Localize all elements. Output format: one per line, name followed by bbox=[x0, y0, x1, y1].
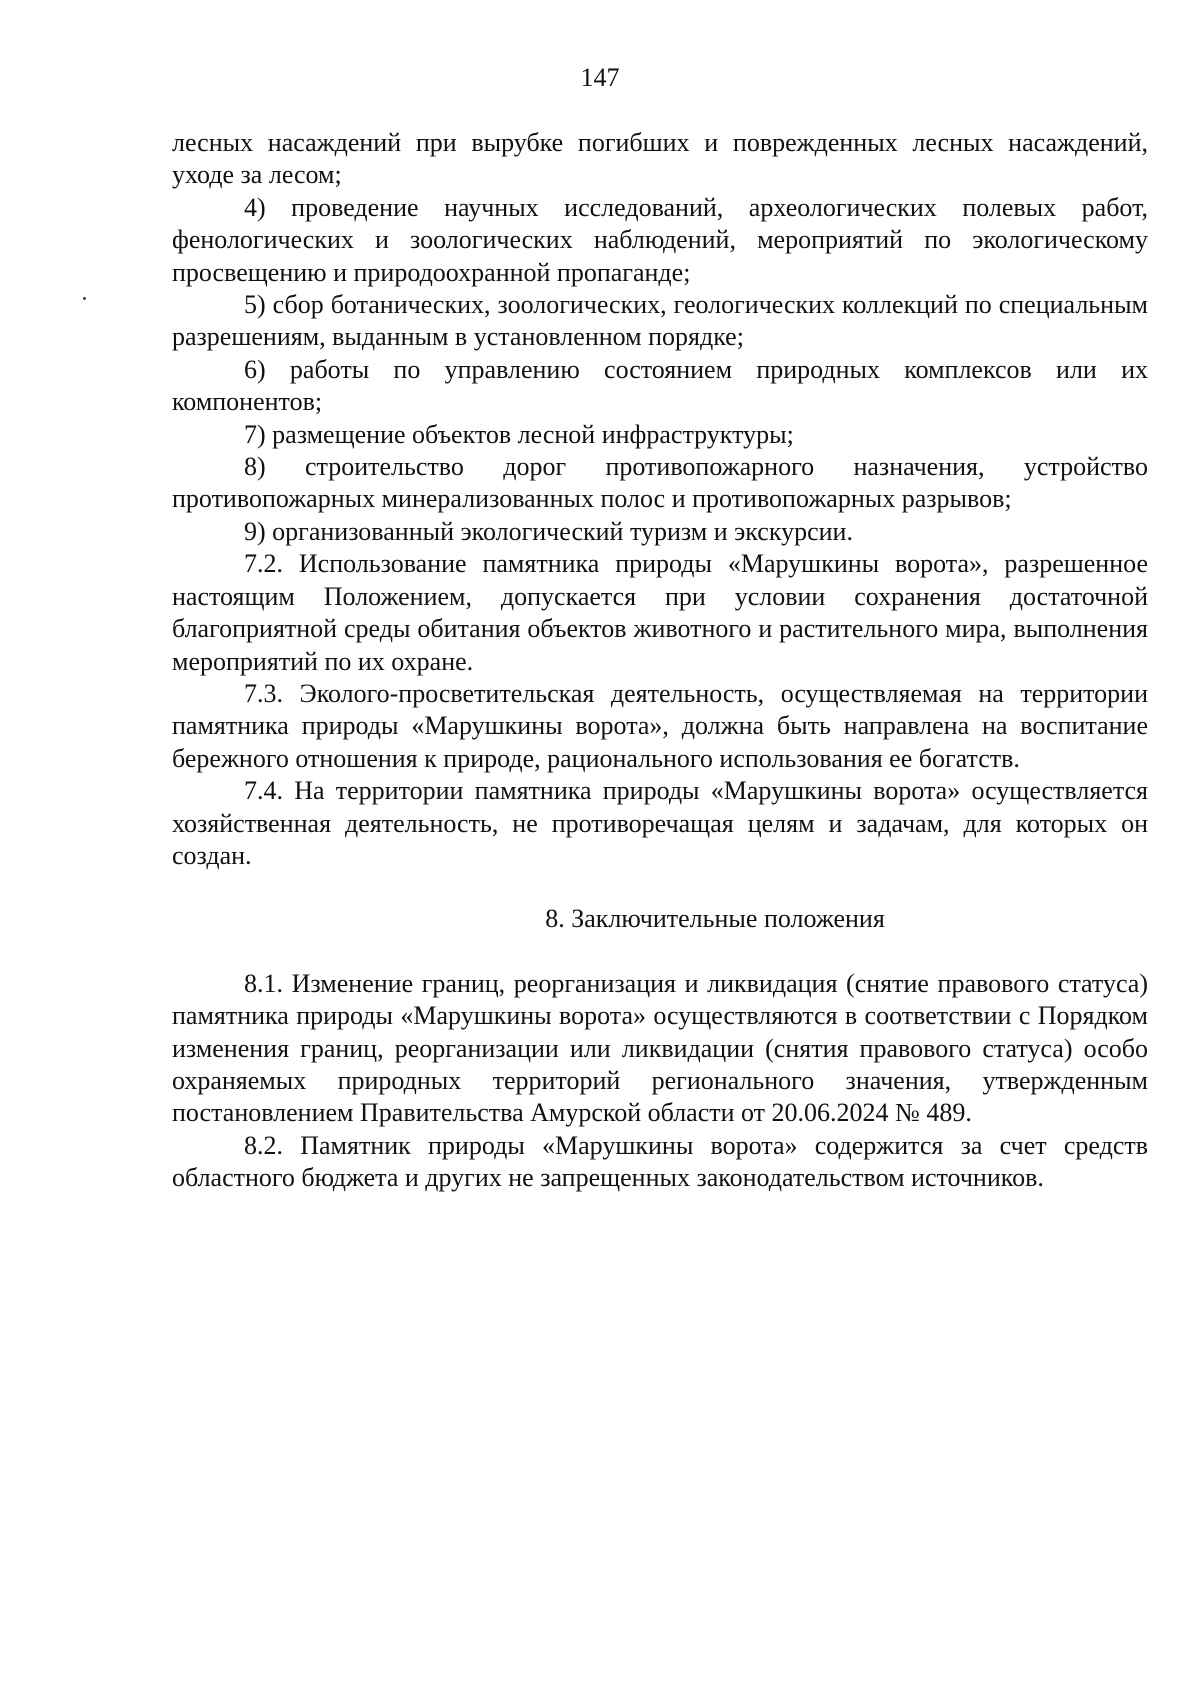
page-number: 147 bbox=[580, 63, 620, 92]
list-item-5: 5) сбор ботанических, зоологических, геологических коллекций по специальным разрешениям, выданным в установленном порядке; bbox=[172, 290, 1148, 352]
document-body bbox=[172, 127, 1148, 1195]
clause-7-4: 7.4. На территории памятника природы «Марушкины ворота» осуществляется хозяйственная деятельность, не противоречащая целям и задачам, для которых он создан. bbox=[172, 776, 1148, 870]
list-item-6: 6) работы по управлению состоянием природных комплексов или их компонентов; bbox=[172, 354, 1148, 417]
paragraph-continuation: лесных насаждений при вырубке погибших и поврежденных лесных насаждений, уходе за лесом; bbox=[172, 128, 1148, 190]
list-item-9: 9) организованный экологический туризм и экскурсии. bbox=[244, 516, 853, 546]
clause-7-2: 7.2. Использование памятника природы «Марушкины ворота», разрешенное настоящим Положением, допускается при условии сохранения достаточной благоприятной среды обитания объектов животного и растительного мира, выполнения мероприятий по их охране. bbox=[172, 549, 1148, 676]
clause-8-2: 8.2. Памятник природы «Марушкины ворота» содержится за счет средств областного бюджета и других не запрещенных законодательством источников. bbox=[172, 1130, 1148, 1193]
list-item-7: 7) размещение объектов лесной инфраструктуры; bbox=[244, 419, 794, 449]
list-item-4: 4) проведение научных исследований, археологических полевых работ, фенологических и зоологических наблюдений, мероприятий по экологическому просвещению и природоохранной пропаганде; bbox=[172, 192, 1148, 287]
clause-7-3: 7.3. Эколого-просветительская деятельность, осуществляемая на территории памятника природы «Марушкины ворота», должна быть направлена на воспитание бережного отношения к природе, рационального использования ее богатств. bbox=[172, 678, 1148, 773]
section-heading: 8. Заключительные положения bbox=[545, 904, 885, 934]
scan-speck bbox=[83, 297, 86, 300]
clause-8-1: 8.1. Изменение границ, реорганизация и ликвидация (снятие правового статуса) памятника природы «Марушкины ворота» осуществляются в соответствии с Порядком изменения границ, реорганизации или ликвидации (снятия правового статуса) особо охраняемых природных территорий регионального значения, утвержденным постановлением Правительства Амурской области от 20.06.2024 № 489. bbox=[172, 968, 1148, 1128]
list-item-8: 8) строительство дорог противопожарного назначения, устройство противопожарных минерализованных полос и противопожарных разрывов; bbox=[172, 452, 1148, 514]
